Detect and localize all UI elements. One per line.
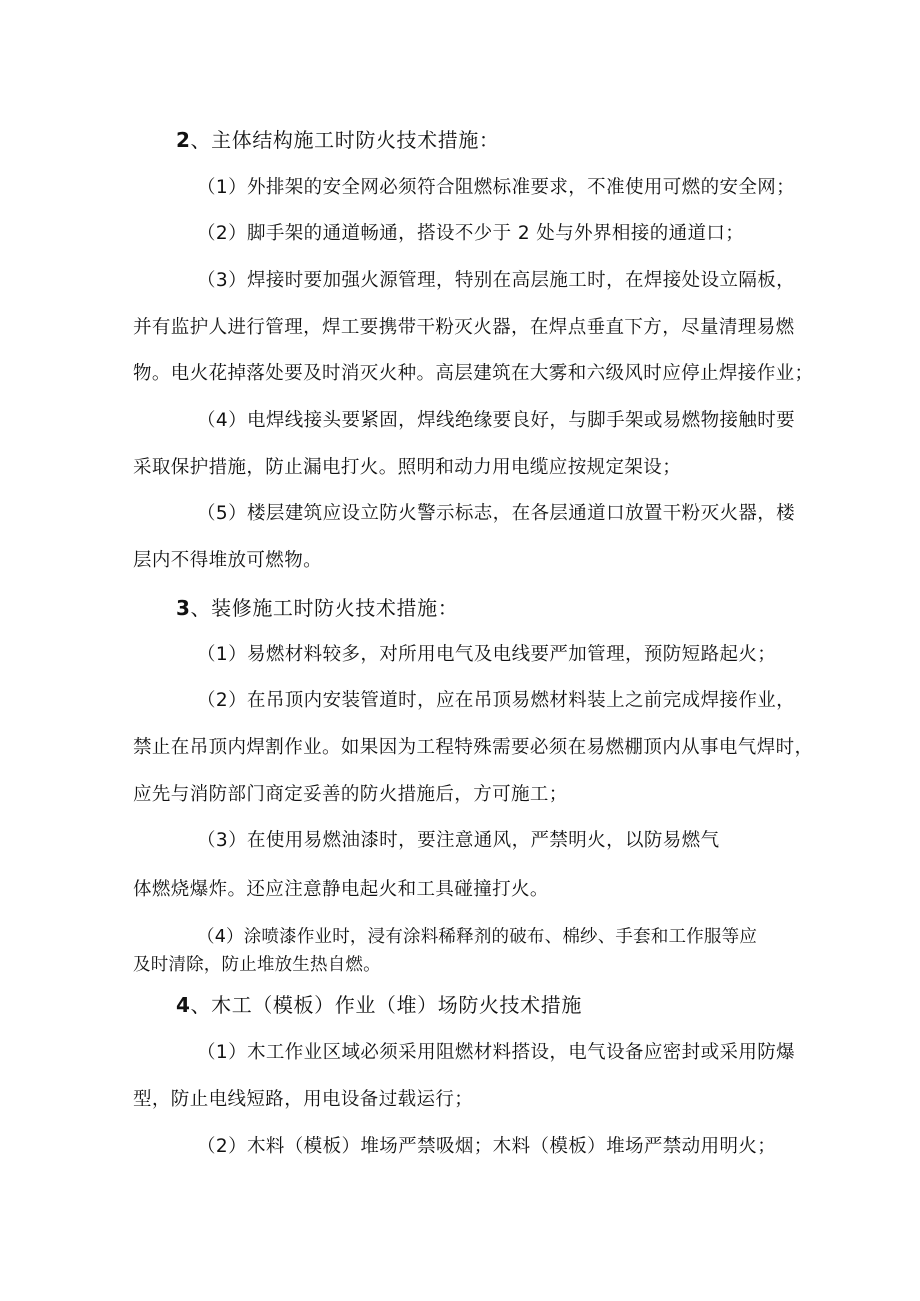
- paragraph-line: （3）焊接时要加强火源管理，特别在高层施工时，在焊接处设立隔板，: [197, 270, 796, 291]
- paragraph-line: （1）木工作业区域必须采用阻燃材料搭设，电气设备应密封或采用防爆: [197, 1042, 796, 1063]
- paragraph-line: 并有监护人进行管理，焊工要携带干粉灭火器，在焊点垂直下方，尽量清理易燃: [133, 317, 795, 338]
- paragraph-line: （2）脚手架的通道畅通，搭设不少于 2 处与外界相接的通道口；: [197, 223, 745, 244]
- section-3-title: 、装修施工时防火技术措施：: [190, 596, 459, 620]
- section-2-title: 、主体结构施工时防火技术措施：: [190, 128, 500, 152]
- paragraph-line: 应先与消防部门商定妥善的防火措施后，方可施工；: [133, 784, 568, 805]
- section-4-heading: [176, 993, 582, 1017]
- section-4-number: 4: [176, 993, 191, 1017]
- paragraph-line: 体燃烧爆炸。还应注意静电起火和工具碰撞打火。: [133, 879, 549, 900]
- section-3-number: 3: [176, 596, 191, 620]
- paragraph-line: 采取保护措施，防止漏电打火。照明和动力用电缆应按规定架设；: [133, 457, 682, 478]
- paragraph-line: （2）在吊顶内安装管道时，应在吊顶易燃材料装上之前完成焊接作业，: [197, 690, 796, 711]
- paragraph-line: （4）电焊线接头要紧固，焊线绝缘要良好，与脚手架或易燃物接触时要: [197, 410, 796, 431]
- paragraph-line: 物。电火花掉落处要及时消灭火种。高层建筑在大雾和六级风时应停止焊接作业；: [133, 363, 814, 384]
- section-4-title: 、木工（模板）作业（堆）场防火技术措施: [190, 993, 582, 1017]
- section-2-number: 2: [176, 128, 191, 152]
- paragraph-line: （2）木料（模板）堆场严禁吸烟；木料（模板）堆场严禁动用明火；: [197, 1136, 777, 1157]
- paragraph-line: 层内不得堆放可燃物。: [133, 550, 323, 571]
- paragraph-line: （4）涂喷漆作业时，浸有涂料稀释剂的破布、棉纱、手套和工作服等应: [197, 927, 758, 947]
- paragraph-line: 及时清除，防止堆放生热自燃。: [133, 955, 381, 975]
- paragraph-line: （5）楼层建筑应设立防火警示标志，在各层通道口放置干粉灭火器，楼: [197, 503, 796, 524]
- paragraph-line: （3）在使用易燃油漆时，要注意通风，严禁明火，以防易燃气: [197, 830, 720, 851]
- paragraph-line: 型，防止电线短路，用电设备过载运行；: [133, 1089, 474, 1110]
- paragraph-line: （1）易燃材料较多，对所用电气及电线要严加管理，预防短路起火；: [197, 644, 777, 665]
- section-2-heading: [176, 128, 500, 152]
- paragraph-line: 禁止在吊顶内焊割作业。如果因为工程特殊需要必须在易燃棚顶内从事电气焊时，: [133, 737, 814, 758]
- paragraph-line: （1）外排架的安全网必须符合阻燃标准要求，不准使用可燃的安全网；: [197, 177, 796, 198]
- section-3-heading: [176, 596, 458, 620]
